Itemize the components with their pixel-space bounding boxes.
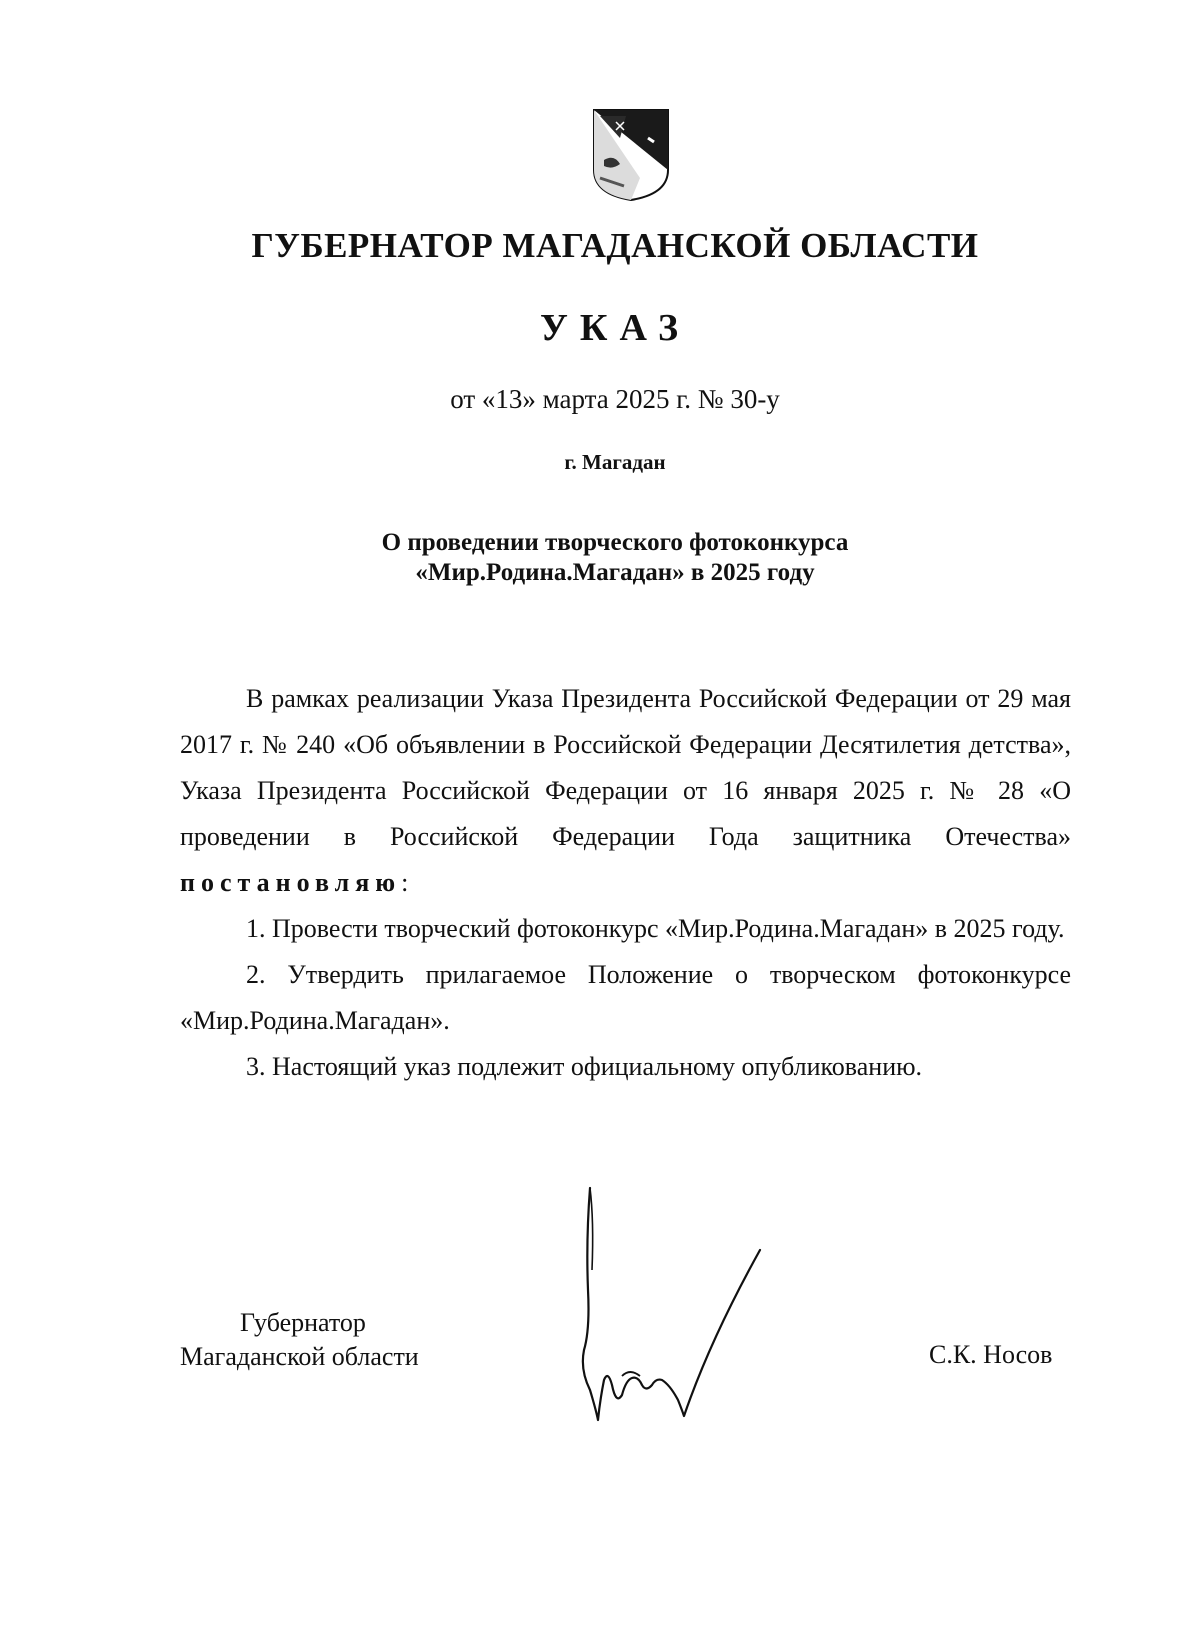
item-1: 1. Провести творческий фотоконкурс «Мир.Родина.Магадан» в 2025 году.: [246, 914, 1065, 943]
preamble-paragraph: [180, 676, 1071, 906]
document-type: УКАЗ: [540, 307, 690, 349]
document-subject: [0, 528, 1200, 588]
decree-word: постановляю: [180, 868, 402, 897]
item-3: 3. Настоящий указ подлежит официальному опубликованию.: [246, 1052, 923, 1081]
issuing-authority: ГУБЕРНАТОР МАГАДАНСКОЙ ОБЛАСТИ: [251, 226, 979, 265]
document-body: [180, 676, 1071, 1090]
subject-line-1: О проведении творческого фотоконкурса: [381, 529, 849, 556]
document-date-number: от «13» марта 2025 г. № 30-у: [450, 384, 780, 414]
signatory-title-line-1: Губернатор: [240, 1308, 366, 1337]
handwritten-signature: [560, 1180, 820, 1440]
signatory-title: [180, 1306, 419, 1374]
signatory-title-line-2: Магаданской области: [180, 1342, 419, 1371]
signatory-name: С.К. Носов: [929, 1340, 1053, 1369]
decree-colon: :: [401, 868, 409, 897]
document-city: г. Магадан: [564, 450, 666, 474]
coat-of-arms-icon: [590, 108, 672, 202]
preamble-text: В рамках реализации Указа Президента Российской Федерации от 29 мая 2017 г. № 240 «Об объявлении в Российской Федерации Десятилетия детства», Указа Президента Российской Федерации от 16 января 2025 г. № 28 «О проведении в Российской Федерации Года защитника Отечества»: [180, 684, 1071, 851]
subject-line-2: «Мир.Родина.Магадан» в 2025 году: [415, 559, 815, 586]
item-2: 2. Утвердить прилагаемое Положение о творческом фотоконкурсе «Мир.Родина.Магадан».: [180, 960, 1071, 1035]
